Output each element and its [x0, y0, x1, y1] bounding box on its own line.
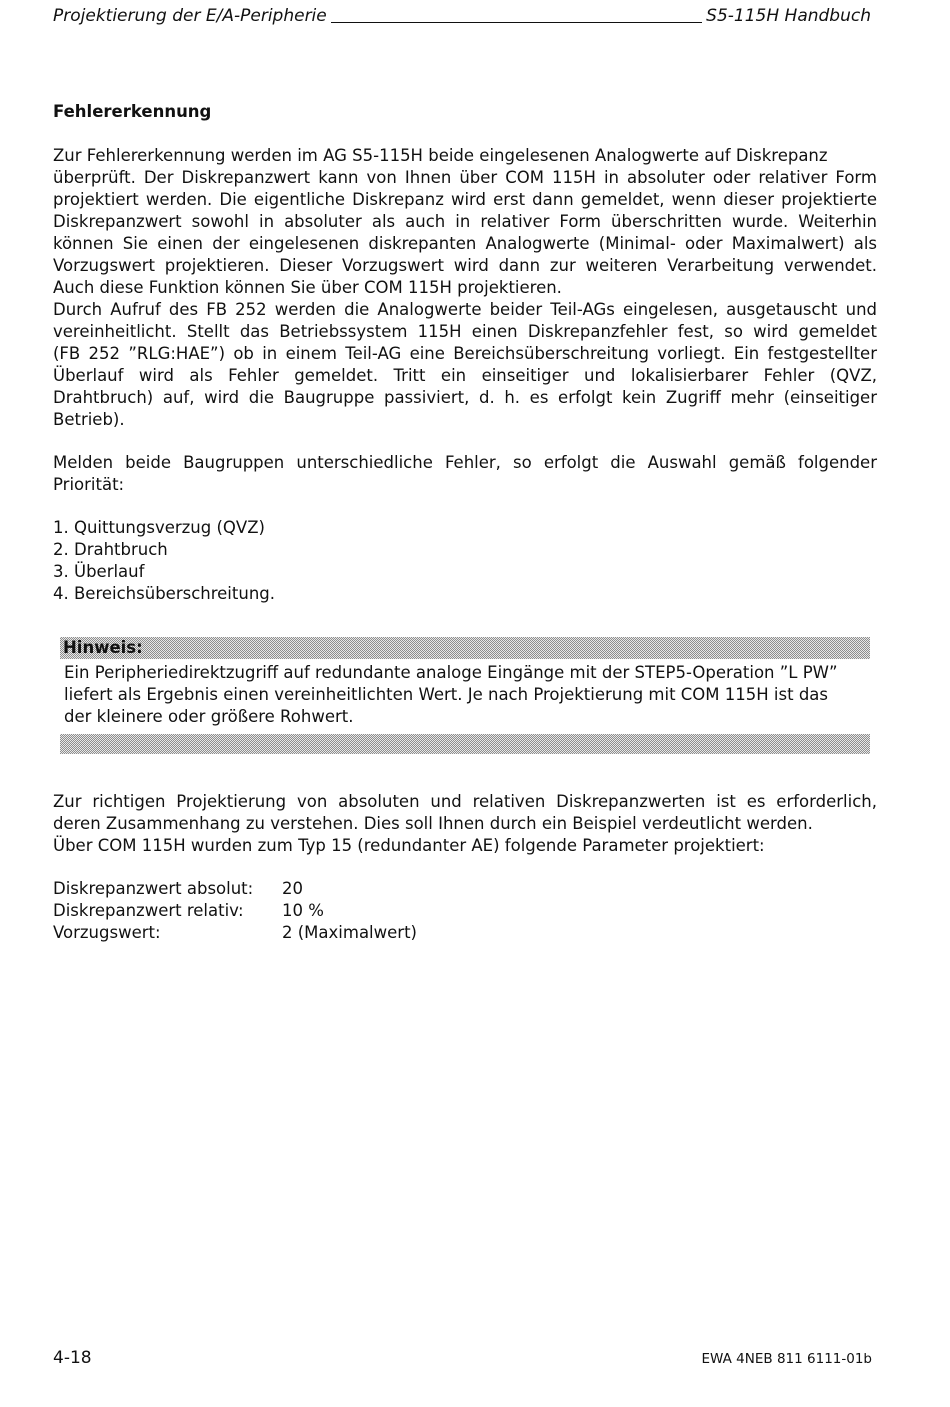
text-line: Diskrepanzwert sowohl in absoluter als auch in relativer Form überschritten wurde. Weiterhin: [53, 212, 877, 231]
header-rule: [331, 21, 702, 23]
text-line: Zur richtigen Projektierung von absoluten und relativen Diskrepanzwerten ist es erforderlich,: [53, 792, 877, 811]
list-item: 4. Bereichsüberschreitung.: [53, 584, 275, 603]
note-hatch-bottom: [60, 734, 870, 754]
list-item: 3. Überlauf: [53, 562, 145, 581]
list-item: 2. Drahtbruch: [53, 540, 168, 559]
paragraph-priority-intro: [53, 452, 877, 496]
running-header: [53, 2, 871, 26]
text-line: Vorzugswert projektieren. Dieser Vorzugswert wird dann zur weiteren Verarbeitung verwendet.: [53, 256, 877, 275]
text-line: (FB 252 ”RLG:HAE”) ob in einem Teil-AG eine Bereichsüberschreitung vorliegt. Ein festgestellter: [53, 344, 877, 363]
parameter-value: 2 (Maximalwert): [282, 923, 417, 942]
note-text: [64, 662, 870, 728]
paragraph-error-detection: [53, 145, 877, 299]
text-line: Überlauf wird als Fehler gemeldet. Tritt ein einseitiger und lokalisierbarer Fehler (QVZ,: [53, 366, 877, 385]
text-line: liefert als Ergebnis einen vereinheitlichten Wert. Je nach Projektierung mit COM 115H ist das: [64, 685, 828, 704]
parameter-label: Diskrepanzwert absolut:: [53, 879, 254, 898]
paragraph-fb252: [53, 299, 877, 431]
text-line: Zur Fehlererkennung werden im AG S5-115H beide eingelesenen Analogwerte auf Diskrepanz: [53, 146, 828, 165]
note-hatch-top: [60, 637, 870, 659]
text-line: Priorität:: [53, 475, 125, 494]
parameter-label: Vorzugswert:: [53, 923, 161, 942]
text-line: Durch Aufruf des FB 252 werden die Analogwerte beider Teil-AGs eingelesen, ausgetauscht und: [53, 300, 877, 319]
parameter-row: [53, 878, 417, 900]
page-number: 4-18: [53, 1348, 92, 1368]
document-id: EWA 4NEB 811 6111-01b: [701, 1351, 872, 1367]
parameter-label: Diskrepanzwert relativ:: [53, 901, 244, 920]
header-chapter-title: Projektierung der E/A-Peripherie: [53, 6, 327, 26]
text-line: Drahtbruch) auf, wird die Baugruppe passiviert, d. h. es erfolgt kein Zugriff mehr (einseitiger: [53, 388, 877, 407]
text-line: vereinheitlicht. Stellt das Betriebssystem 115H einen Diskrepanzfehler fest, so wird gemeldet: [53, 322, 877, 341]
text-line: überprüft. Der Diskrepanzwert kann von Ihnen über COM 115H in absoluter oder relativer Form: [53, 168, 877, 187]
paragraph-example-intro: [53, 791, 877, 857]
priority-list: [53, 517, 877, 605]
parameter-value: 10 %: [282, 901, 324, 920]
text-line: projektiert werden. Die eigentliche Diskrepanz wird erst dann gemeldet, wenn dieser projektierte: [53, 190, 877, 209]
list-item: 1. Quittungsverzug (QVZ): [53, 518, 265, 537]
parameter-value: 20: [282, 879, 303, 898]
text-line: Auch diese Funktion können Sie über COM 115H projektieren.: [53, 278, 562, 297]
text-line: Über COM 115H wurden zum Typ 15 (redundanter AE) folgende Parameter projektiert:: [53, 836, 765, 855]
section-title: Fehlererkennung: [53, 102, 212, 121]
note-label: Hinweis:: [63, 638, 143, 657]
parameter-table: [53, 878, 417, 944]
header-manual-title: S5-115H Handbuch: [706, 6, 871, 26]
parameter-row: [53, 900, 417, 922]
parameter-row: [53, 922, 417, 944]
text-line: Betrieb).: [53, 410, 125, 429]
text-line: deren Zusammenhang zu verstehen. Dies soll Ihnen durch ein Beispiel verdeutlicht werden.: [53, 814, 813, 833]
text-line: können Sie einen der eingelesenen diskrepanten Analogwerte (Minimal- oder Maximalwert) als: [53, 234, 877, 253]
text-line: Ein Peripheriedirektzugriff auf redundante analoge Eingänge mit der STEP5-Operation ”L PW”: [64, 663, 838, 682]
text-line: der kleinere oder größere Rohwert.: [64, 707, 354, 726]
text-line: Melden beide Baugruppen unterschiedliche Fehler, so erfolgt die Auswahl gemäß folgender: [53, 453, 877, 472]
